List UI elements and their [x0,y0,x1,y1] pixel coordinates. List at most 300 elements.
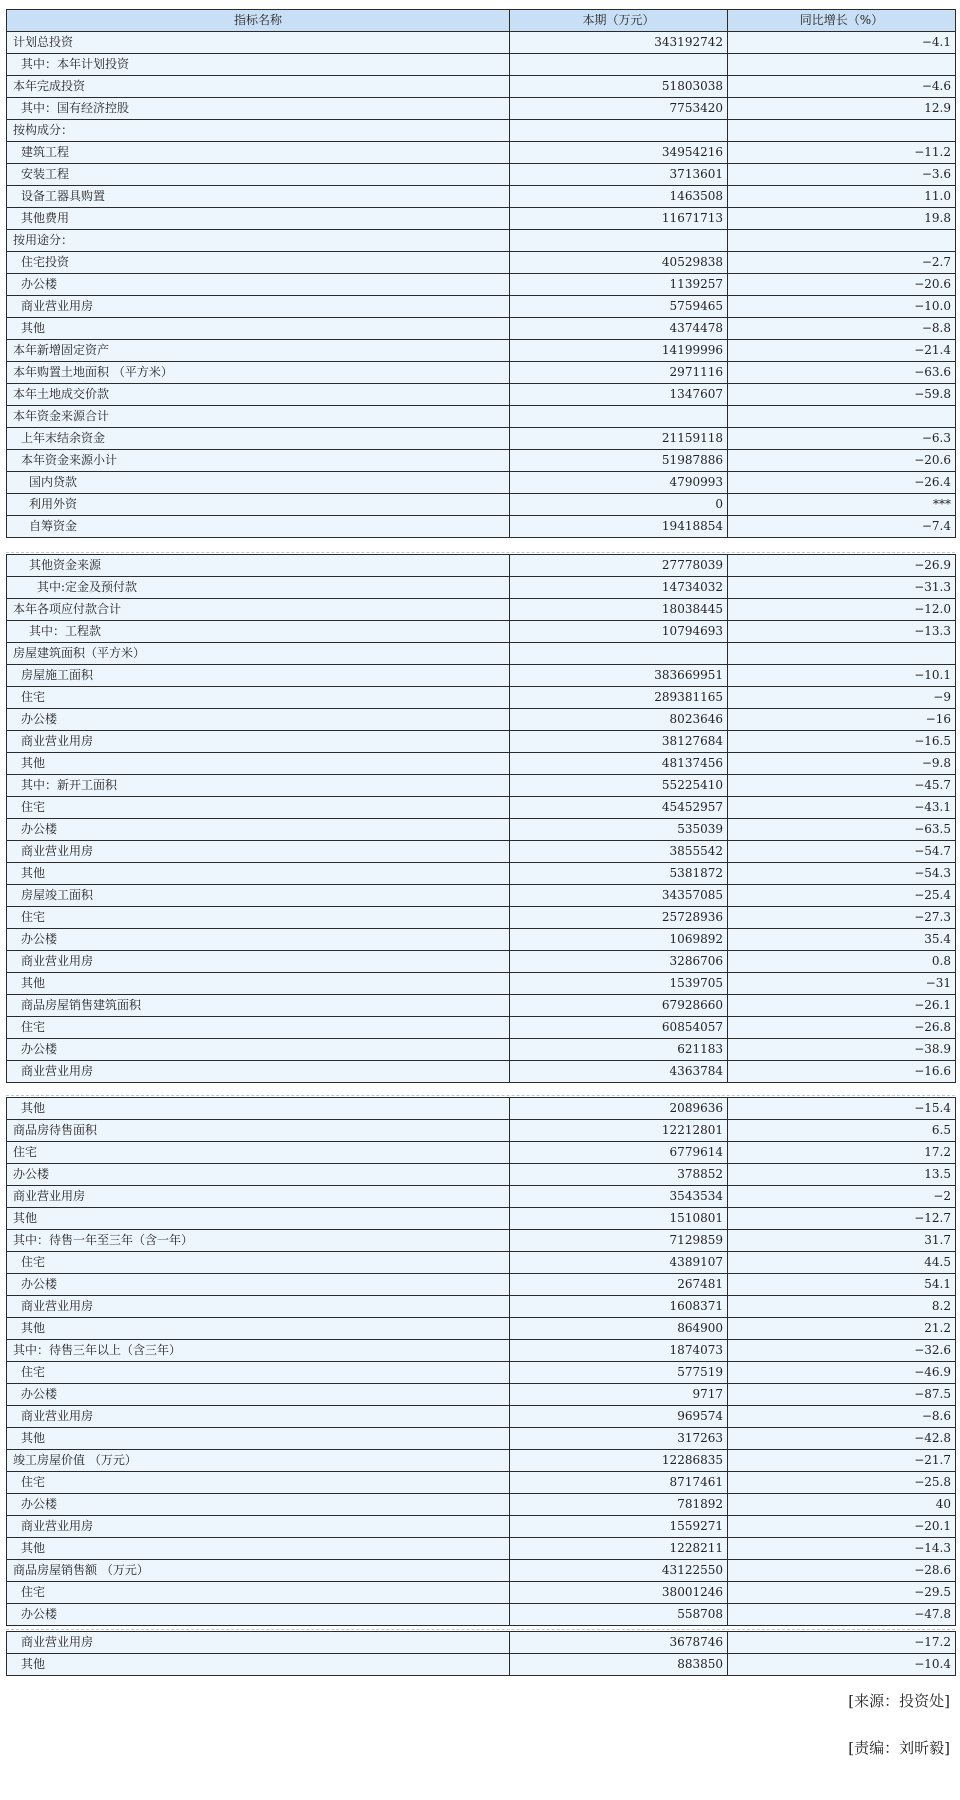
table-row [7,1384,956,1406]
yoy-growth-cell: 44.5 [728,1252,956,1274]
table-row [7,120,956,142]
page-break-line [6,552,955,553]
indicator-name-cell: 住宅 [7,1142,510,1164]
current-value-cell: 1228211 [510,1538,728,1560]
indicator-name-cell: 其中：待售一年至三年（含一年） [7,1230,510,1252]
table-row [7,472,956,494]
yoy-growth-cell: −38.9 [728,1039,956,1061]
yoy-growth-cell: −27.3 [728,907,956,929]
indicator-name-cell: 办公楼 [7,274,510,296]
table-row [7,76,956,98]
current-value-cell: 1559271 [510,1516,728,1538]
table-row [7,1252,956,1274]
current-value-cell [510,406,728,428]
table-row [7,1654,956,1676]
table-row [7,643,956,665]
yoy-growth-cell: −54.7 [728,841,956,863]
indicator-name-cell: 商业营业用房 [7,841,510,863]
table-row [7,230,956,252]
current-value-cell: 8717461 [510,1472,728,1494]
indicator-name-cell: 办公楼 [7,929,510,951]
current-value-cell: 1069892 [510,929,728,951]
indicator-name-cell: 其他 [7,1538,510,1560]
current-value-cell: 10794693 [510,621,728,643]
table-row [7,1516,956,1538]
table-row [7,362,956,384]
table-row [7,1340,956,1362]
yoy-growth-cell: −31.3 [728,577,956,599]
current-value-cell: 3678746 [510,1632,728,1654]
table-row [7,555,956,577]
current-value-cell: 289381165 [510,687,728,709]
yoy-growth-cell: −12.7 [728,1208,956,1230]
table-row [7,32,956,54]
current-value-cell: 8023646 [510,709,728,731]
table-row [7,687,956,709]
editor-note: [责编：刘昕毅] [848,1739,950,1757]
indicator-name-cell: 其他 [7,1098,510,1120]
yoy-growth-cell: −21.4 [728,340,956,362]
indicator-name-cell: 其他 [7,318,510,340]
yoy-growth-cell: −28.6 [728,1560,956,1582]
yoy-growth-cell: −26.1 [728,995,956,1017]
current-value-cell: 317263 [510,1428,728,1450]
yoy-growth-cell: −29.5 [728,1582,956,1604]
yoy-growth-cell: −20.1 [728,1516,956,1538]
table-row [7,274,956,296]
table-row [7,775,956,797]
indicator-name-cell: 房屋建筑面积（平方米） [7,643,510,665]
yoy-growth-cell: *** [728,494,956,516]
yoy-growth-cell: −20.6 [728,450,956,472]
current-value-cell: 0 [510,494,728,516]
indicator-name-cell: 办公楼 [7,1494,510,1516]
table-row [7,296,956,318]
indicator-name-cell: 商业营业用房 [7,1296,510,1318]
current-value-cell: 38127684 [510,731,728,753]
indicator-name-cell: 住宅 [7,1017,510,1039]
stats-table-part-3 [6,1097,956,1626]
indicator-name-cell: 商业营业用房 [7,1061,510,1083]
table-row [7,406,956,428]
yoy-growth-cell: −7.4 [728,516,956,538]
current-value-cell: 38001246 [510,1582,728,1604]
yoy-growth-cell: 40 [728,1494,956,1516]
indicator-name-cell: 竣工房屋价值 （万元） [7,1450,510,1472]
yoy-growth-cell: −32.6 [728,1340,956,1362]
indicator-name-cell: 按用途分： [7,230,510,252]
indicator-name-cell: 国内贷款 [7,472,510,494]
table-row [7,1061,956,1083]
current-value-cell: 45452957 [510,797,728,819]
indicator-name-cell: 商业营业用房 [7,296,510,318]
indicator-name-cell: 其他 [7,1318,510,1340]
current-value-cell: 55225410 [510,775,728,797]
current-value-cell [510,230,728,252]
yoy-growth-cell: 0.8 [728,951,956,973]
yoy-growth-cell [728,120,956,142]
yoy-growth-cell: −16.6 [728,1061,956,1083]
current-value-cell: 18038445 [510,599,728,621]
table-row [7,577,956,599]
yoy-growth-cell: −8.8 [728,318,956,340]
table-row [7,797,956,819]
table-row [7,709,956,731]
table-row [7,1186,956,1208]
table-row [7,384,956,406]
indicator-name-cell: 商业营业用房 [7,1516,510,1538]
yoy-growth-cell: −63.6 [728,362,956,384]
yoy-growth-cell: −25.8 [728,1472,956,1494]
indicator-name-cell: 设备工器具购置 [7,186,510,208]
yoy-growth-cell: −26.8 [728,1017,956,1039]
yoy-growth-cell [728,54,956,76]
table-row [7,428,956,450]
yoy-growth-cell: 6.5 [728,1120,956,1142]
yoy-growth-cell: −21.7 [728,1450,956,1472]
current-value-cell: 7129859 [510,1230,728,1252]
indicator-name-cell: 本年资金来源小计 [7,450,510,472]
yoy-growth-cell: −26.9 [728,555,956,577]
table-row [7,1164,956,1186]
table-row [7,819,956,841]
indicator-name-cell: 其他费用 [7,208,510,230]
indicator-name-cell: 住宅 [7,797,510,819]
yoy-growth-cell: 12.9 [728,98,956,120]
table-row [7,907,956,929]
indicator-name-cell: 房屋竣工面积 [7,885,510,907]
yoy-growth-cell: −15.4 [728,1098,956,1120]
table-row [7,1142,956,1164]
yoy-growth-cell: −20.6 [728,274,956,296]
indicator-name-cell: 商品房屋销售额 （万元） [7,1560,510,1582]
indicator-name-cell: 其中：待售三年以上（含三年） [7,1340,510,1362]
yoy-growth-cell: −16 [728,709,956,731]
indicator-name-cell: 房屋施工面积 [7,665,510,687]
current-value-cell: 1608371 [510,1296,728,1318]
table-row [7,841,956,863]
table-row [7,142,956,164]
table-row [7,1472,956,1494]
table-row [7,1494,956,1516]
current-value-cell: 3286706 [510,951,728,973]
current-value-cell: 883850 [510,1654,728,1676]
table-row [7,1120,956,1142]
table-row [7,1582,956,1604]
current-value-cell: 5381872 [510,863,728,885]
table-row [7,599,956,621]
yoy-growth-cell: −46.9 [728,1362,956,1384]
current-value-cell: 6779614 [510,1142,728,1164]
current-value-cell: 3855542 [510,841,728,863]
current-value-cell: 558708 [510,1604,728,1626]
current-value-cell: 51803038 [510,76,728,98]
current-value-cell [510,643,728,665]
table-row [7,995,956,1017]
table-row [7,1632,956,1654]
indicator-name-cell: 办公楼 [7,1274,510,1296]
table-row [7,731,956,753]
current-value-cell: 9717 [510,1384,728,1406]
indicator-name-cell: 其中：国有经济控股 [7,98,510,120]
yoy-growth-cell: −59.8 [728,384,956,406]
indicator-name-cell: 计划总投资 [7,32,510,54]
indicator-name-cell: 商业营业用房 [7,951,510,973]
yoy-growth-cell: 17.2 [728,1142,956,1164]
stats-table-part-4 [6,1631,956,1676]
yoy-growth-cell: −26.4 [728,472,956,494]
table-row [7,951,956,973]
yoy-growth-cell: −17.2 [728,1632,956,1654]
table-row [7,1450,956,1472]
indicator-name-cell: 本年土地成交价款 [7,384,510,406]
indicator-name-cell: 商品房屋销售建筑面积 [7,995,510,1017]
yoy-growth-cell: −13.3 [728,621,956,643]
yoy-growth-cell: −11.2 [728,142,956,164]
table-row [7,340,956,362]
current-value-cell: 34954216 [510,142,728,164]
yoy-growth-cell: 21.2 [728,1318,956,1340]
yoy-growth-cell: −42.8 [728,1428,956,1450]
yoy-growth-cell: −10.0 [728,296,956,318]
table-row [7,1406,956,1428]
yoy-growth-cell: −16.5 [728,731,956,753]
indicator-name-cell: 商业营业用房 [7,1406,510,1428]
indicator-name-cell: 办公楼 [7,819,510,841]
current-value-cell: 781892 [510,1494,728,1516]
table-row [7,1098,956,1120]
current-value-cell: 40529838 [510,252,728,274]
yoy-growth-cell: −10.1 [728,665,956,687]
table-row [7,665,956,687]
indicator-name-cell: 其中：本年计划投资 [7,54,510,76]
indicator-name-cell: 其中：新开工面积 [7,775,510,797]
indicator-name-cell: 其中:定金及预付款 [7,577,510,599]
yoy-growth-cell: 31.7 [728,1230,956,1252]
table-row [7,54,956,76]
table-row [7,1274,956,1296]
indicator-name-cell: 住宅 [7,1472,510,1494]
table-row [7,973,956,995]
current-value-cell: 12286835 [510,1450,728,1472]
indicator-name-cell: 其中：工程款 [7,621,510,643]
indicator-name-cell: 办公楼 [7,1604,510,1626]
current-value-cell: 1347607 [510,384,728,406]
indicator-name-cell: 本年各项应付款合计 [7,599,510,621]
page-break-line [6,1629,955,1630]
table-row [7,450,956,472]
yoy-growth-cell: −31 [728,973,956,995]
table-row [7,318,956,340]
indicator-name-cell: 其他 [7,973,510,995]
current-value-cell: 2971116 [510,362,728,384]
indicator-name-cell: 办公楼 [7,1164,510,1186]
current-value-cell: 11671713 [510,208,728,230]
indicator-name-cell: 安装工程 [7,164,510,186]
indicator-name-cell: 商业营业用房 [7,1632,510,1654]
current-value-cell: 12212801 [510,1120,728,1142]
table-row [7,885,956,907]
yoy-growth-cell: −3.6 [728,164,956,186]
yoy-growth-cell: −2.7 [728,252,956,274]
yoy-growth-cell: −10.4 [728,1654,956,1676]
current-value-cell: 1139257 [510,274,728,296]
header-yoy-growth: 同比增长（%） [728,10,956,32]
indicator-name-cell: 办公楼 [7,709,510,731]
current-value-cell: 60854057 [510,1017,728,1039]
yoy-growth-cell: −4.1 [728,32,956,54]
indicator-name-cell: 住宅 [7,1362,510,1384]
current-value-cell: 2089636 [510,1098,728,1120]
table-row [7,208,956,230]
yoy-growth-cell: −14.3 [728,1538,956,1560]
yoy-growth-cell: 11.0 [728,186,956,208]
current-value-cell: 5759465 [510,296,728,318]
current-value-cell: 1539705 [510,973,728,995]
indicator-name-cell: 商业营业用房 [7,731,510,753]
indicator-name-cell: 本年资金来源合计 [7,406,510,428]
table-header-row [7,10,956,32]
current-value-cell [510,54,728,76]
current-value-cell: 621183 [510,1039,728,1061]
table-row [7,1604,956,1626]
table-row [7,1560,956,1582]
current-value-cell: 3713601 [510,164,728,186]
table-row [7,621,956,643]
indicator-name-cell: 其他 [7,863,510,885]
table-row [7,164,956,186]
current-value-cell: 864900 [510,1318,728,1340]
indicator-name-cell: 其他资金来源 [7,555,510,577]
yoy-growth-cell: 8.2 [728,1296,956,1318]
current-value-cell: 1874073 [510,1340,728,1362]
current-value-cell: 34357085 [510,885,728,907]
yoy-growth-cell: −6.3 [728,428,956,450]
table-row [7,1318,956,1340]
yoy-growth-cell: −54.3 [728,863,956,885]
indicator-name-cell: 住宅 [7,1582,510,1604]
current-value-cell: 25728936 [510,907,728,929]
current-value-cell: 48137456 [510,753,728,775]
header-indicator-name: 指标名称 [7,10,510,32]
table-row [7,1208,956,1230]
current-value-cell: 378852 [510,1164,728,1186]
table-row [7,186,956,208]
indicator-name-cell: 本年新增固定资产 [7,340,510,362]
indicator-name-cell: 利用外资 [7,494,510,516]
indicator-name-cell: 本年购置土地面积 （平方米） [7,362,510,384]
indicator-name-cell: 按构成分： [7,120,510,142]
header-current-value: 本期（万元） [510,10,728,32]
table-row [7,1296,956,1318]
yoy-growth-cell: −2 [728,1186,956,1208]
table-row [7,1538,956,1560]
yoy-growth-cell [728,643,956,665]
current-value-cell: 43122550 [510,1560,728,1582]
indicator-name-cell: 上年末结余资金 [7,428,510,450]
current-value-cell: 577519 [510,1362,728,1384]
current-value-cell: 51987886 [510,450,728,472]
stats-table-part-1 [6,9,956,538]
yoy-growth-cell: −25.4 [728,885,956,907]
current-value-cell: 343192742 [510,32,728,54]
table-row [7,863,956,885]
yoy-growth-cell [728,230,956,252]
table-row [7,753,956,775]
table-row [7,98,956,120]
current-value-cell: 1510801 [510,1208,728,1230]
current-value-cell: 19418854 [510,516,728,538]
source-note: [来源：投资处] [848,1692,950,1710]
current-value-cell: 14199996 [510,340,728,362]
current-value-cell: 7753420 [510,98,728,120]
yoy-growth-cell: −47.8 [728,1604,956,1626]
table-row [7,1428,956,1450]
indicator-name-cell: 商品房待售面积 [7,1120,510,1142]
yoy-growth-cell [728,406,956,428]
yoy-growth-cell: 13.5 [728,1164,956,1186]
current-value-cell: 535039 [510,819,728,841]
yoy-growth-cell: −8.6 [728,1406,956,1428]
indicator-name-cell: 建筑工程 [7,142,510,164]
yoy-growth-cell: −12.0 [728,599,956,621]
indicator-name-cell: 其他 [7,753,510,775]
table-row [7,929,956,951]
yoy-growth-cell: 19.8 [728,208,956,230]
indicator-name-cell: 其他 [7,1428,510,1450]
yoy-growth-cell: −63.5 [728,819,956,841]
yoy-growth-cell: −45.7 [728,775,956,797]
indicator-name-cell: 商业营业用房 [7,1186,510,1208]
current-value-cell: 27778039 [510,555,728,577]
indicator-name-cell: 本年完成投资 [7,76,510,98]
current-value-cell: 4363784 [510,1061,728,1083]
page-break-line [6,1095,955,1096]
current-value-cell: 14734032 [510,577,728,599]
table-row [7,516,956,538]
table-row [7,1017,956,1039]
stats-table-part-2 [6,554,956,1083]
yoy-growth-cell: −9.8 [728,753,956,775]
indicator-name-cell: 住宅 [7,1252,510,1274]
yoy-growth-cell: −9 [728,687,956,709]
current-value-cell [510,120,728,142]
indicator-name-cell: 办公楼 [7,1384,510,1406]
indicator-name-cell: 住宅投资 [7,252,510,274]
current-value-cell: 67928660 [510,995,728,1017]
indicator-name-cell: 办公楼 [7,1039,510,1061]
yoy-growth-cell: −4.6 [728,76,956,98]
yoy-growth-cell: 54.1 [728,1274,956,1296]
current-value-cell: 4790993 [510,472,728,494]
table-row [7,1039,956,1061]
current-value-cell: 383669951 [510,665,728,687]
table-row [7,1362,956,1384]
table-row [7,252,956,274]
current-value-cell: 1463508 [510,186,728,208]
indicator-name-cell: 自筹资金 [7,516,510,538]
current-value-cell: 21159118 [510,428,728,450]
current-value-cell: 4374478 [510,318,728,340]
current-value-cell: 3543534 [510,1186,728,1208]
indicator-name-cell: 住宅 [7,687,510,709]
current-value-cell: 4389107 [510,1252,728,1274]
indicator-name-cell: 住宅 [7,907,510,929]
current-value-cell: 969574 [510,1406,728,1428]
yoy-growth-cell: 35.4 [728,929,956,951]
indicator-name-cell: 其他 [7,1654,510,1676]
table-row [7,494,956,516]
